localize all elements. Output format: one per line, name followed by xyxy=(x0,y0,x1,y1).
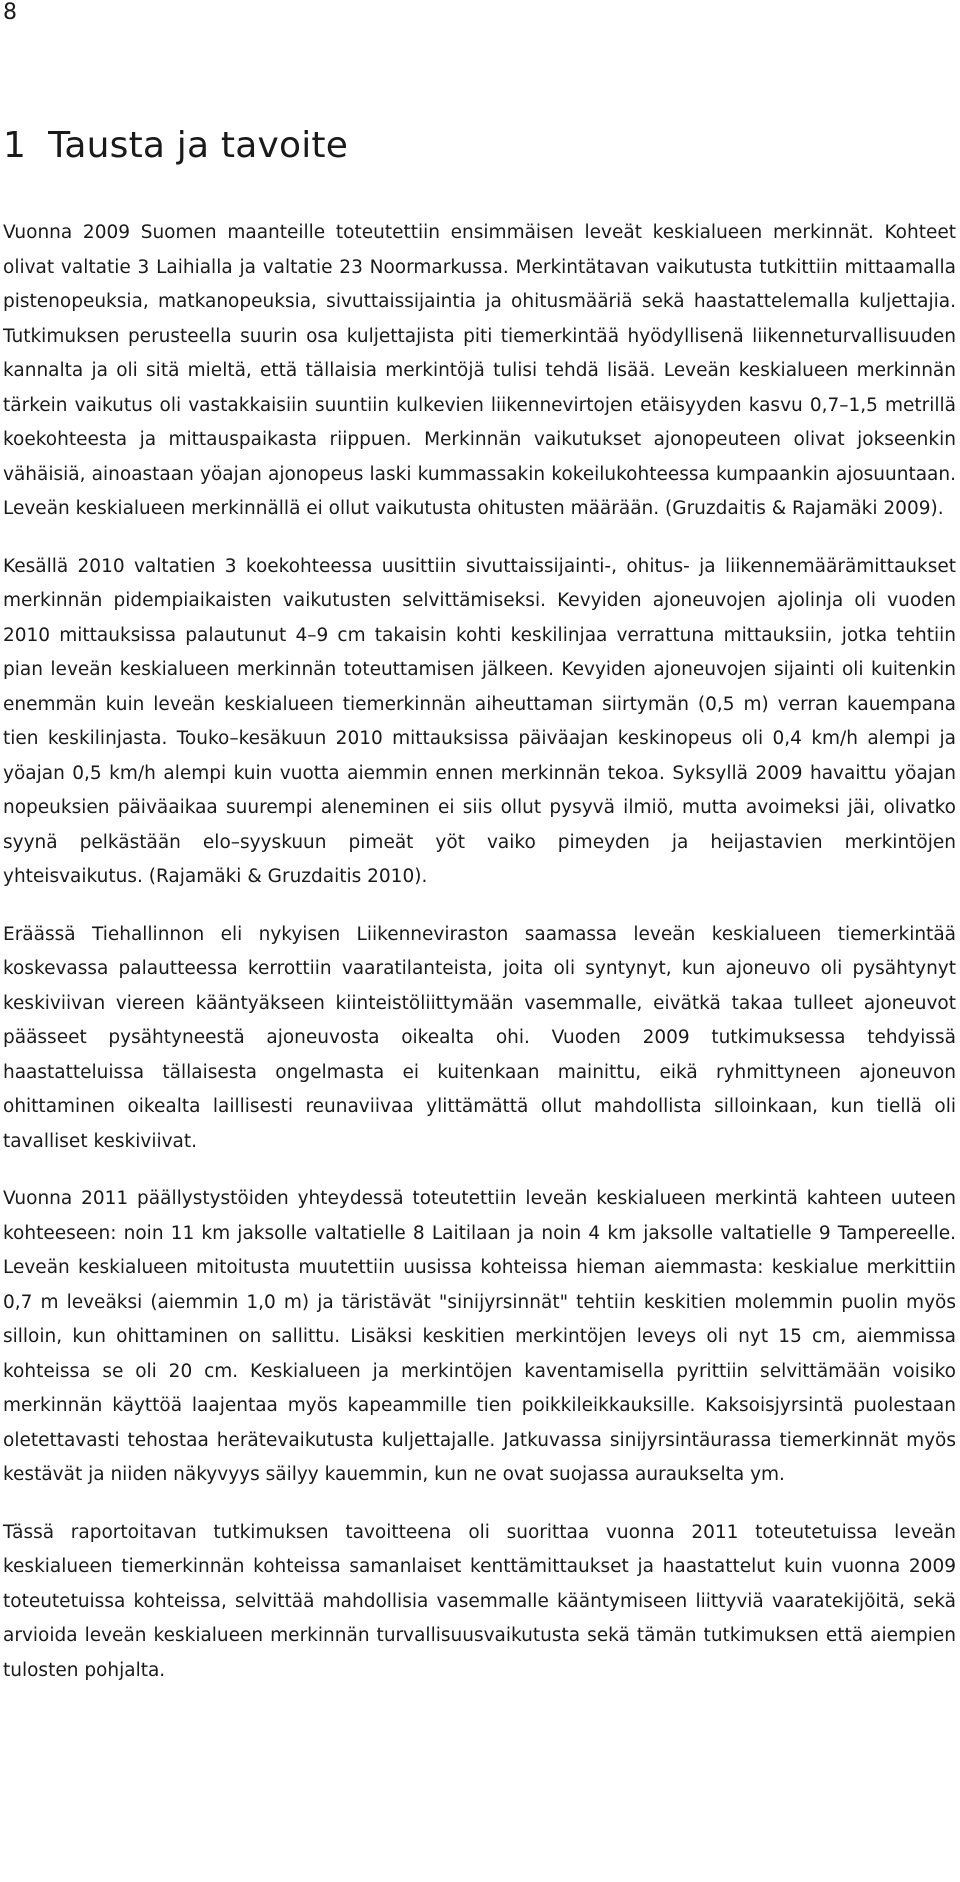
page-number: 8 xyxy=(3,0,17,25)
paragraph-left-turn-feedback: Eräässä Tiehallinnon eli nykyisen Liikenneviraston saamassa leveän keskialueen tiemerkintää koskevassa palautteessa kerrottiin vaaratilanteista, joita oli syntynyt, kun ajoneuvo oli pysähtynyt keskiviivan viereen kääntyäkseen kiinteistöliittymään vasemmalle, eivätkä takaa tulleet ajoneuvot päässeet pysähtyneestä ajoneuvosta oikealta ohi. Vuoden 2009 tutkimuksessa tehdyissä haastatteluissa tällaisesta ongelmasta ei kuitenkaan mainittu, eikä ryhmittyneen ajoneuvon ohittaminen oikealta laillisesti reunaviivaa ylittämättä ollut mahdollista silloinkaan, kun tiellä oli tavalliset keskiviivat. xyxy=(3,923,956,1152)
section-heading xyxy=(3,124,348,168)
paragraph-new-sites-2011: Vuonna 2011 päällystystöiden yhteydessä toteutettiin leveän keskialueen merkintä kahteen uuteen kohteeseen: noin 11 km jaksolle valtatielle 8 Laitilaan ja noin 4 km jaksolle valtatielle 9 Tampereelle. Leveän keskialueen mitoitusta muutettiin uusissa kohteissa hieman aiemmasta: keskialue merkittiin 0,7 m leveäksi (aiemmin 1,0 m) ja täristävät "sinijyrsinnät" tehtiin keskitien molemmin puolin myös silloin, kun ohittaminen on sallittu. Lisäksi keskitien merkintöjen leveys oli nyt 15 cm, aiemmissa kohteissa se oli 20 cm. Keskialueen ja merkintöjen kaventamisella pyrittiin selvittämään voisiko merkinnän käyttöä laajentaa myös kapeammille tien poikkileikkauksille. Kaksoisjyrsintä puolestaan oletettavasti tehostaa herätevaikutusta kuljettajalle. Jatkuvassa sinijyrsintäurassa tiemerkinnät myös kestävät ja niiden näkyvyys säilyy kauemmin, kun ne ovat suojassa auraukselta ym. xyxy=(3,1188,956,1485)
section-title: Tausta ja tavoite xyxy=(48,125,349,166)
paragraph-study-objective: Tässä raportoitavan tutkimuksen tavoitteena oli suorittaa vuonna 2011 toteutetuissa leveän keskialueen tiemerkinnän kohteissa samanlaiset kenttämittaukset ja haastattelut kuin vuonna 2009 toteutetuissa kohteissa, selvittää mahdollisia vasemmalle kääntymiseen liittyviä vaaratekijöitä, sekä arvioida leveän keskialueen merkinnän turvallisuusvaikutusta sekä tämän tutkimuksen että aiempien tulosten pohjalta. xyxy=(3,1521,956,1681)
paragraph-followup-2010: Kesällä 2010 valtatien 3 koekohteessa uusittiin sivuttaissijainti-, ohitus- ja liikennemäärämittaukset merkinnän pidempiaikaisten vaikutusten selvittämiseksi. Kevyiden ajoneuvojen ajolinja oli vuoden 2010 mittauksissa palautunut 4–9 cm takaisin kohti keskilinjaa verrattuna mittauksiin, jotka tehtiin pian leveän keskialueen merkinnän toteuttamisen jälkeen. Kevyiden ajoneuvojen sijainti oli kuitenkin enemmän kuin leveän keskialueen tiemerkinnän aiheuttaman siirtymän (0,5 m) verran kauempana tien keskilinjasta. Touko–kesäkuun 2010 mittauksissa päiväajan keskinopeus oli 0,4 km/h alempi ja yöajan 0,5 km/h alempi kuin vuotta aiemmin ennen merkinnän tekoa. Syksyllä 2009 havaittu yöajan nopeuksien päiväaikaa suurempi aleneminen ei siis ollut pysyvä ilmiö, mutta avoimeksi jäi, olivatko syynä pelkästään elo–syyskuun pimeät yöt vaiko pimeyden ja heijastavien merkintöjen yhteisvaikutus. (Rajamäki & Gruzdaitis 2010). xyxy=(3,555,956,887)
body-text xyxy=(3,216,956,1711)
paragraph-background-2009: Vuonna 2009 Suomen maanteille toteutettiin ensimmäisen leveät keskialueen merkinnät. Kohteet olivat valtatie 3 Laihialla ja valtatie 23 Noormarkussa. Merkintätavan vaikutusta tutkittiin mittaamalla pistenopeuksia, matkanopeuksia, sivuttaissijaintia ja ohitusmääriä sekä haastattelemalla kuljettajia. Tutkimuksen perusteella suurin osa kuljettajista piti tiemerkintää hyödyllisenä liikenneturvallisuuden kannalta ja oli sitä mieltä, että tällaisia merkintöjä tulisi tehdä lisää. Leveän keskialueen merkinnän tärkein vaikutus oli vastakkaisiin suuntiin kulkevien liikennevirtojen etäisyyden kasvu 0,7–1,5 metrillä koekohteesta ja mittauspaikasta riippuen. Merkinnän vaikutukset ajonopeuteen olivat jokseenkin vähäisiä, ainoastaan yöajan ajonopeus laski kummassakin kokeilukohteessa kumpaankin ajosuuntaan. Leveän keskialueen merkinnällä ei ollut vaikutusta ohitusten määrään. (Gruzdaitis & Rajamäki 2009). xyxy=(3,222,956,519)
section-number: 1 xyxy=(3,125,27,166)
